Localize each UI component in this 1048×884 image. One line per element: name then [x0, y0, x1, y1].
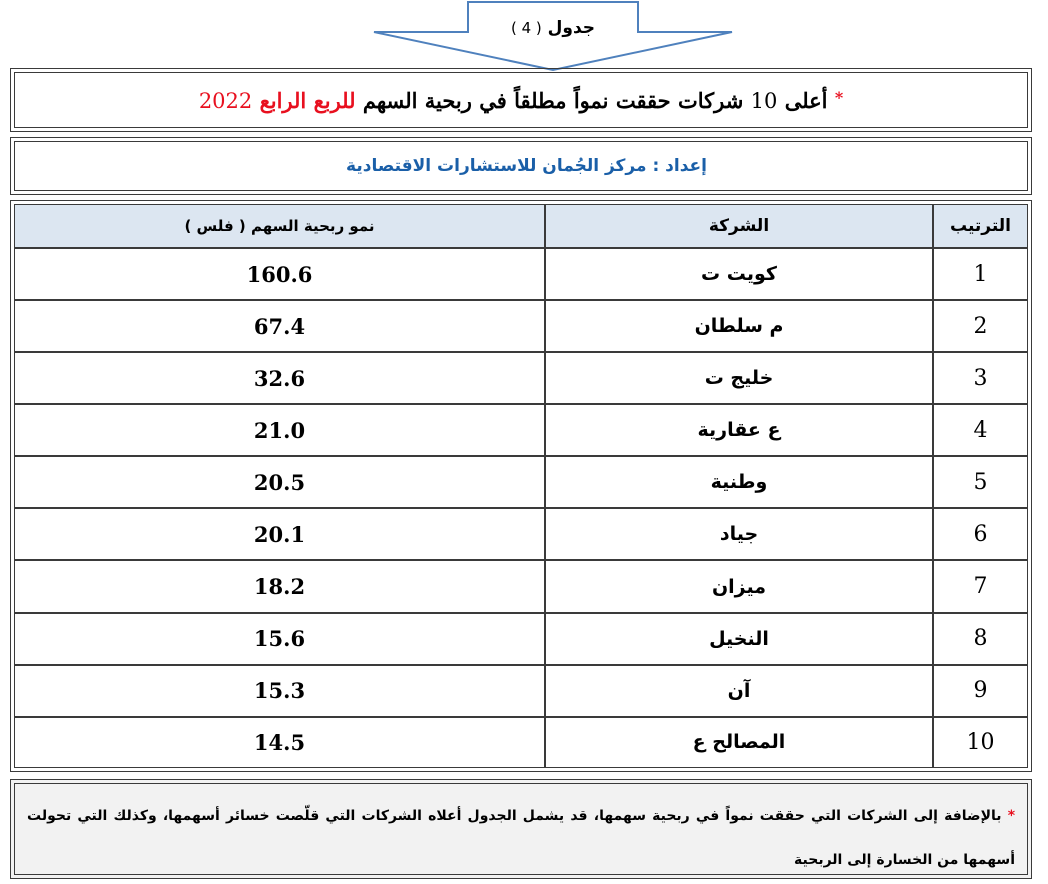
- table-row: [15, 248, 1027, 300]
- row-rank: 2: [933, 300, 1027, 352]
- prepared-by-name: مركز الجُمان للاستشارات الاقتصادية: [346, 156, 647, 176]
- table-caption-number: ( 4 ): [510, 19, 542, 37]
- footnote: [27, 794, 1015, 882]
- row-value: 21.0: [15, 404, 545, 456]
- row-rank: 7: [933, 560, 1027, 612]
- row-rank: 9: [933, 665, 1027, 717]
- row-value: 20.5: [15, 456, 545, 508]
- prepared-by: [346, 156, 707, 176]
- title-count: 10: [750, 88, 778, 113]
- title-part2: شركات حققت نمواً مطلقاً في ربحية السهم: [362, 87, 744, 113]
- row-value: 67.4: [15, 300, 545, 352]
- table-row: [15, 352, 1027, 404]
- row-company: م سلطان: [545, 300, 933, 352]
- row-company: جياد: [545, 508, 933, 560]
- page-title: [199, 88, 843, 113]
- row-value: 18.2: [15, 560, 545, 612]
- row-value: 14.5: [15, 717, 545, 767]
- row-value: 15.6: [15, 613, 545, 665]
- table-row: [15, 508, 1027, 560]
- row-value: 160.6: [15, 248, 545, 300]
- row-rank: 6: [933, 508, 1027, 560]
- row-value: 32.6: [15, 352, 545, 404]
- prepared-by-label: إعداد :: [652, 156, 707, 176]
- table-caption-label: جدول: [547, 18, 596, 38]
- table-row: [15, 456, 1027, 508]
- row-company: ع عقارية: [545, 404, 933, 456]
- title-star: *: [834, 87, 844, 107]
- ranking-table: [15, 205, 1027, 767]
- table-row: [15, 665, 1027, 717]
- table-row: [15, 404, 1027, 456]
- title-box: [10, 68, 1032, 132]
- data-table-box: [10, 200, 1032, 772]
- table-header-row: [15, 205, 1027, 248]
- row-value: 20.1: [15, 508, 545, 560]
- table-number-arrow: [372, 0, 734, 72]
- row-rank: 1: [933, 248, 1027, 300]
- title-year: 2022: [198, 88, 253, 113]
- row-company: آن: [545, 665, 933, 717]
- row-company: وطنية: [545, 456, 933, 508]
- footnote-text: بالإضافة إلى الشركات التي حققت نمواً في ربحية سهمها، قد يشمل الجدول أعلاه الشركات التي قلّصت خسائر أسهمها، وكذلك التي تحولت أسهمها من الخسارة إلى الربحية: [27, 808, 1015, 868]
- row-company: كويت ت: [545, 248, 933, 300]
- table-row: [15, 300, 1027, 352]
- row-rank: 5: [933, 456, 1027, 508]
- row-value: 15.3: [15, 665, 545, 717]
- row-company: ميزان: [545, 560, 933, 612]
- row-company: النخيل: [545, 613, 933, 665]
- header-value: نمو ربحية السهم ( فلس ): [15, 205, 545, 248]
- row-rank: 3: [933, 352, 1027, 404]
- table-row: [15, 560, 1027, 612]
- row-rank: 4: [933, 404, 1027, 456]
- header-company: الشركة: [545, 205, 933, 248]
- table-caption: [372, 18, 734, 38]
- row-rank: 10: [933, 717, 1027, 767]
- footnote-box: [10, 779, 1032, 879]
- row-company: خليج ت: [545, 352, 933, 404]
- footnote-star: *: [1007, 808, 1016, 824]
- header-rank: الترتيب: [933, 205, 1027, 248]
- row-company: المصالح ع: [545, 717, 933, 767]
- title-highlight: للربع الرابع: [259, 87, 356, 113]
- row-rank: 8: [933, 613, 1027, 665]
- table-row: [15, 613, 1027, 665]
- title-part1: أعلى: [784, 87, 828, 113]
- prepared-by-box: [10, 137, 1032, 195]
- table-row: [15, 717, 1027, 767]
